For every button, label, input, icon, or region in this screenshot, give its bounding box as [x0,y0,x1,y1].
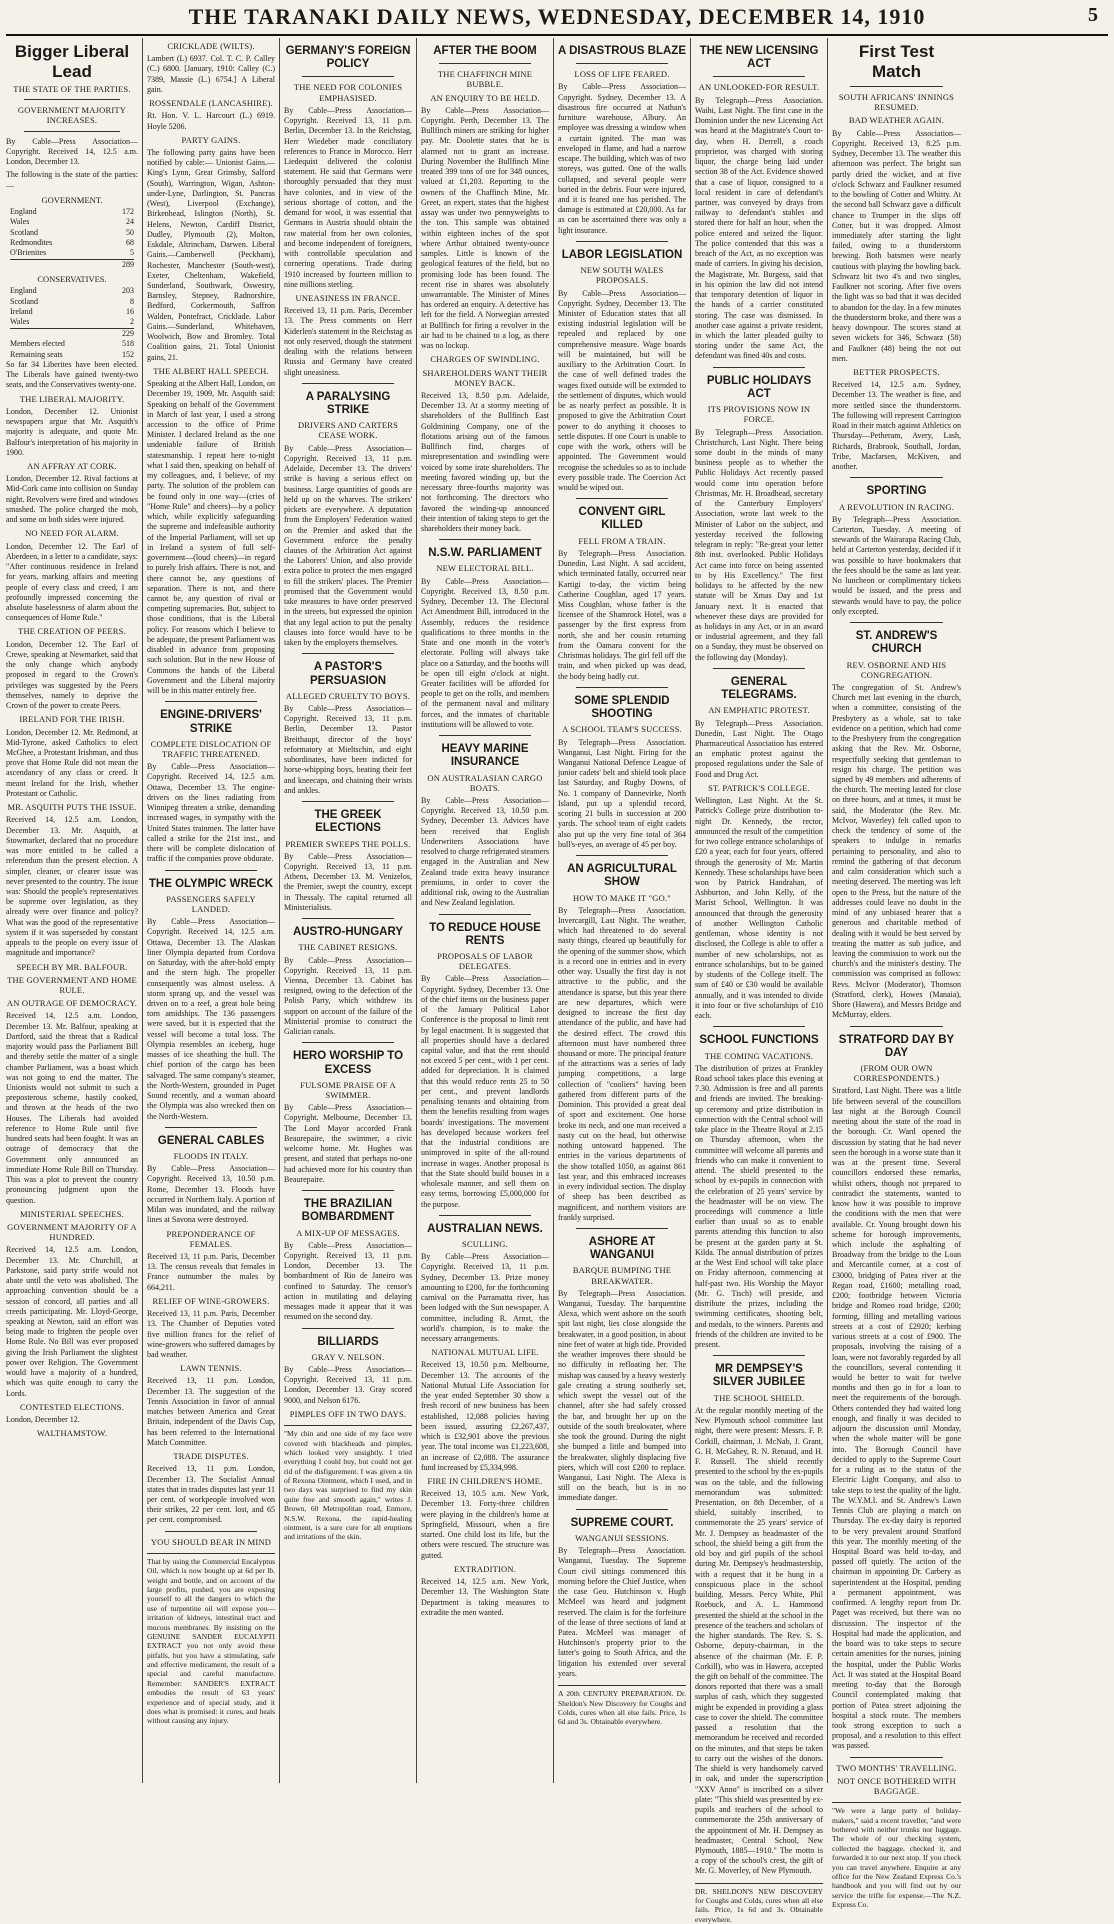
headline: ENGINE-DRIVERS' STRIKE [160,709,262,735]
divider [850,1026,943,1027]
paragraph: Received 13, 8.50 p.m. Adelaide, December 13. At a stormy meeting of shareholders of the Bullfinch East Goldmining Company, one of the flotations arising out of the famous Bullfinch find, charges of misrepresentation and swindling were voiced by some irate shareholders. The meeting favored winding up, but the necessary three-fourths majority was not forthcoming. The directors who favored the winding-up announced their intention of taking steps to get the shareholders their money back. [421,390,549,534]
divider [165,701,257,702]
divider [576,498,668,499]
headline: ASHORE AT WANGANUI [588,1235,656,1262]
subhead: GOVERNMENT MAJORITY OF A HUNDRED. [7,1222,137,1243]
paragraph: Received 14, 12.5 a.m. London, December 13. Mr. Asquith, at Stowmarket, declared that no procedure was more entitled to be called a referendum than the present election. A simpler, cleaner, or clearer issue was never presented to the country. The issue was: Should the people's representatives be supreme over legislation, as they already were over finance and policy? What was the good of the representative system if it was superseded by constant appeals to the people on every issue of magnitude and importance? [6,815,138,958]
paragraph: By Cable—Press Association—Copyright. Melbourne, December 13. The Lord Mayor accorded Frank Beaurepaire, the swimmer, a civic welcome home. Mr. Hughes was present, and stated that perhaps no-one had achieved more for his country than Beaurepaire. [284,1103,412,1184]
paragraph: Stratford, Last Night. There was a little life between several of the councillors last night at the Borough Council meeting about the state of the road in the borough. Cr. Ward opened the discussion by stating that he had never seen the borough in a worse state than it was at the present time. Several councillors endorsed these remarks, whilst others, though not prepared to contradict the statements, wanted to know how it was possible to improve the conditions with the men that were available. Cr. Young brought down his scheme for borough improvements, which include the asphalting of Broadway from the bridge to the Loan and Mercantile corner, at a cost of £3000, bridging of Patea river at the Regan road, £1600; metalling road, £200; footbridge between Victoria bridge and Romeo road bridge, £200; forming, filling and metalling various streets at a cost of £2920; kerbing various streets at a cost of £900. The proposals, involving the raising of a loan, were not favorably regarded by all the councillors, several contending it would be better to wait for twelve months and then go in for a loan to meet the requirements of the borough. Others contended they had waited long enough, and finally it was decided to adjourn the discussion until Monday, when the whole matter will be gone into. The Borough Council have decided to apply to the Supreme Court for a ruling as to the status of the Electric Light Company, and also to take steps to test the quality of the light. The W.Y.M.I. and St. Andrew's Lawn Tennis Club are playing a match on Thursday. The ex-day dairy is reported to be very prevalent around Stratford this year. The monthly meeting of the Hospital Board was held to-day, and passed off quietly. The action of the chairman in appointing Dr. Carbery as superintendent at the Hospital, pending a permanent appointment, was confirmed. A lengthy report from Dr. Paget was received, but there was no discussion. The inspector of the Hospital had made the application, and the board was to take steps to secure certain amenities for the nurses, joining the hospital, under the Public Works Act. It was stated at the Hospital Board meeting to-day that the Borough Council contemplated making that portion of Patea street adjoining the hospital a stock route. The members took strong exception to such a proposal, and a resolution to this effect was passed. [832,1086,961,1751]
column-7 [828,38,965,1909]
subhead: GRAY V. NELSON. [311,1351,385,1362]
subhead: AN AFFRAY AT CORK. [27,461,117,472]
headline: AN AGRICULTURAL SHOW [567,863,677,889]
paragraph: Wellington, Last Night. At the St. Patrick's College prize distribution to-night Dr. Kennedy, the rector, announced the result of the competition for two college entrance scholarships of £20 a year, each for four years, offered through the generosity of Mr. Martin Kennedy. These scholarships have been won by Patrick Handrahan, of Ashburton, and John Kelly, of the Marist School, Wellington. It was announced that through the generosity of another Wellington Catholic gentleman, whose identity is not disclosed, the College is able to offer a number of new scholarships, not as entrance scholarships, but to be gained by students of the College itself. The sum of £40 or £30 would be available annually, and it was intended to divide it into four or five scholarships of £10 each. [695,796,823,1021]
subhead: AN UNLOOKED-FOR RESULT. [698,82,820,93]
paragraph: By Telegraph—Press Association. Invercargill, Last Night. The weather, which had threatened to do several nasty things, cleared up beautifully for the opening of the summer show, which is a record one in entries and in every other way. Usually the first day is not attractive to the public, and the attendance is sparse, but this year there are new departures, which were designed to increase the first day attendance of the public, and have had the desired effect. The crowd this afternoon must have numbered three thousand or more. The principal feature of the attractions was a series of lady jumping competitions, a large collection of "cooliers" having been gathered from different parts of the Dominion. This provided a great deal of sport and excitement. One horse broke its neck, and one man received a nasty cut on the head, but otherwise nothing untoward happened. The entries in the various departments of the show totalled 1050, as against 861 last year, and this embraced increases in every individual section. The display of sheep has been described as magnificent, and northern visitors are frankly surprised. [558,905,686,1222]
tally-row: Ireland 16 [10,307,134,317]
column-5 [554,38,691,1783]
subhead: PREMIER SWEEPS THE POLLS. [285,838,411,849]
headline: ST. ANDREW'S CHURCH [855,630,938,656]
paragraph: By Cable—Press Association—Copyright. Received 14, 12.5 a.m. Ottawa, December 13. The engine-drivers on the lines radiating from Winnipeg threaten a strike, demanding increased wages, in sympathy with the United States trainmen. The latter have called a strike for the 21st inst., and there will be complete dislocation of traffic if the companies prove obdurate. [147,762,275,864]
subhead: THE CABINET RESIGNS. [298,942,398,953]
headline: THE OLYMPIC WRECK [148,877,274,890]
paragraph: By Cable—Press Association—Copyright. Received 13, 8.25 p.m. Sydney, December 13. The weather this afternoon was perfect. The bright sun partly dried the wicket, and at five o'clock Schwarz and Faulkner resumed to the bowling of Cotter and Whitty. At the second ball Schwarz gave a difficult chance to Trumper in the slips off Cotter, but it was dropped. Almost immediately after starting the light failed, owing to a thunderstorm brewing. Both batsmen were nearly cautious with playing the bowling back. Schwarz hit two 4's and two singles, Faulkner not scoring. After five overs the light was so bad that it was decided to abandon for the day. In a few minutes the thunderstorm broke, and there was a heavy downpour. The scores stand at seven wickets for 346, Schwarz (58) and Faulkner (48) being the not out men. [832,128,961,363]
subhead: GOVERNMENT MAJORITY INCREASES. [17,105,127,126]
subhead: SOUTH AFRICANS' INNINGS RESUMED. [838,92,955,113]
divider [576,1228,668,1229]
headline: A DISASTROUS BLAZE [558,45,686,57]
paragraph: Received 13, 11 p.m. London, December 13. The Socialist Annual states that in trades disputes last year 11 per cent. of workpeople involved won their strikes, 22 per cent. lost, and 65 per cent. compromised. [147,1464,275,1525]
paragraph: The distribution of prizes at Frankley Road school takes place this evening at 7.30. Admission is free and all parents and friends are invited. The breaking-up ceremony and prize distribution in connection with the Central school will take place in the Theatre Royal at 2.15 on Thursday afternoon, when the committee will welcome all parents and friends who can make it convenient to attend. The shield presented to the school by ex-pupils in connection with the celebration of 25 years' service by the headmaster will be on view. The proceedings will commence a little earlier than usual so as to enable parents attending this function to also be present at the garden party at St. Kilda. The annual distribution of prizes at the West End school will take place on Friday afternoon, commencing at half-past two. His Worship the Mayor (Mr. G. Tisch) will preside, and distribute the prizes, including the swimming certificates, shooting belt, and medals, to the winners. Parents and friends of the children are invited to be present. [695,1063,823,1350]
subhead: SPEECH BY MR. BALFOUR. [16,961,128,972]
subhead: A MIX-UP OF MESSAGES. [296,1227,400,1238]
subhead: BETTER PROSPECTS. [853,367,940,378]
subhead: ST. PATRICK'S COLLEGE. [708,782,810,793]
subhead: NO NEED FOR ALARM. [25,528,119,539]
tally-row: Members elected 518 [10,339,134,349]
subhead: ITS PROVISIONS NOW IN FORCE. [707,404,811,425]
newspaper-title: THE TARANAKI DAILY NEWS, WEDNESDAY, DECEMBER 14, 1910 [188,4,926,29]
headline: BILLIARDS [317,1335,379,1348]
divider [439,539,531,540]
column-2 [143,38,280,1783]
divider [850,1757,943,1758]
paragraph: By Cable—Press Association—Copyright. Received 13, 11 p.m. Adelaide, December 13. The drivers' strike is having a serious effect on business. Large quantities of goods are held up on the wharves. The strikers' pickets are everywhere. A deputation from the Employers' Federation waited on the Premier and asked that the Government enforce the penalty clauses of the Arbitration Act against the Laborers' Union, and also provide extra police to protect the men engaged to fill the strikers' places. The Premier promised that the Government would take measures to have order preserved in the streets, but expressed the opinion that any legal action to put the penalty clauses into force would have to be taken by the employers themselves. [284,443,412,648]
paragraph: By Telegraph—Press Association. Dunedin, Last Night. The Otago Pharmaceutical Association has entered an emphatic protest against the proposed regulations under the Sale of Food and Drug Act. [695,718,823,779]
headline: AUSTRALIAN NEWS. [427,1222,543,1235]
divider [576,855,668,856]
divider [302,1190,394,1191]
subhead: ALLEGED CRUELTY TO BOYS. [285,690,411,701]
paragraph: The following is the state of the parties:— [6,170,138,190]
tally-total: 229 [10,328,134,339]
tally-row: Scotland 50 [10,227,134,237]
subhead: AN ENQUIRY TO BE HELD. [430,92,540,103]
paragraph: By Telegraph—Press Association. Waihi, Last Night. The first case in the Dominion under the new Licensing Act was heard at the Magistrate's Court to-day, when H. Derrell, a coach proprietor, was charged with storing liquor, the charge being laid under section 38 of the Act. Evidence showed that a case of liquor, consigned to a local resident in care of defendant's partner, was conveyed by drays from railway to defendant's stables and stored there for half an hour, when the police entered and seized the liquor. The police contended that this was a breach of the Act, as no exception was made of carriers. In giving his decision, the Magistrate, Mr. Burgess, said that in his opinion the law did not intend that temporary detention of liquor in the hands of a carrier constituted storing. The case was dismissed. In another case against a private resident, in which the latter pleaded guilty to storing under the same Act, the defendant was fined 40s and costs. [695,95,823,361]
subhead: A SCHOOL TEAM'S SUCCESS. [562,724,682,735]
subhead: SCULLING. [462,1238,508,1249]
advertisement-heading: TWO MONTHS' TRAVELLING. [836,1762,957,1773]
subhead: THE SCHOOL SHIELD. [713,1392,805,1403]
paragraph: By Cable—Press Association—Copyright. Received 13, 11 p.m. London, December 13. The bombardment of Rio de Janeiro was confined to Saturday. The censor's action in mutilating and delaying messages made it appear that it was resumed on the second day. [284,1240,412,1322]
divider [302,653,394,654]
headline: A PARALYSING STRIKE [305,390,391,417]
paragraph: Received 13, 11 p.m. Paris, December 13. The Chamber of Deputies voted five million francs for the relief of wine-growers who suffered damages by bad weather. [147,1309,275,1360]
headline: PUBLIC HOLIDAYS ACT [706,374,812,400]
paragraph: At the regular monthly meeting of the New Plymouth school committee last night, there were present: Messrs. F. P. Corkill, chairman, J. McNab, J. Grant, G. H. McGahey, R. N. Renaud, and H. F. Russell. The shield recently presented to the school by the ex-pupils was on the table, and the following memorandum was submitted: Presentation, on 8th December, of a shield, suitably inscribed, to commemorate the 25 years' service of Mr. J. Dempsey as headmaster of the school, the shield being a gift from the old boy and girl pupils of the school during Mr. Dempsey's headmastership, with a request that it be hung in a conspicuous place in the school building. Messrs. Percy White, Phil Roebuck, and A. L. Hammond presented the shield at the school in the presence of the teachers and scholars of the higher standards. The Rev. S. S. Osborne, deputy-chairman, in the absence of the chairman (Mr. F. P. Corkill), who was in Hawera, accepted the gift on behalf of the committee. The donors reported that there was a small surplus of cash, which they suggested might be expended in providing a glass case to cover the shield. The committee passed a resolution that the memorandum be received and recorded on the minutes, and that steps be taken to carry out the wishes of the donors. The shield is very handsomely carved in oak, and under the superscription "XXV Anno" is inscribed on a silver plate: "This shield was presented by ex-pupils and teachers of the school to commemorate the 25th anniversary of the appointment of Mr. H. Dempsey as headmaster, Central School, New Plymouth, 1885—1910." The motto is a copy of the school's crest, the gift of Mr. G. Moverley, of New Plymouth. [695,1405,823,1876]
subhead: AN OUTRAGE OF DEMOCRACY. [6,998,138,1009]
tally-total: 289 [10,259,134,270]
headline: GERMANY'S FOREIGN POLICY [285,45,411,71]
subhead: PARTY GAINS. [181,134,241,145]
divider [439,914,531,915]
headline: MR DEMPSEY'S SILVER JUBILEE [712,1363,806,1389]
divider [302,383,394,384]
subhead: THE ALBERT HALL SPEECH. [153,365,269,376]
tally-row: Remaining seats 152 [10,349,134,359]
headline: HEAVY MARINE INSURANCE [441,743,529,769]
divider [850,622,943,623]
headline: CONVENT GIRL KILLED [578,506,666,532]
paragraph: By Cable—Press Association—Copyright. Received 13, 8.50 p.m. Sydney, December 13. The Electoral Act Amendment Bill, introduced in the Assembly, reduces the residence qualifications to three months in the State and one month in the voter's electorate. Polling will always take place on a Saturday, and the booths will be open till eight o'clock at night. Greater facilities will be afforded for people to get on the rolls, and members of the permanent naval and military forces, and the inmates of charitable institutions will be allowed to vote. [421,576,549,729]
subhead: FLOODS IN ITALY. [173,1151,249,1161]
subhead: THE NEED FOR COLONIES EMPHASISED. [293,82,403,103]
subhead: WANGANUI SESSIONS. [575,1532,669,1543]
paragraph: By Cable—Press Association—Copyright. Sydney, December 13. The Minister of Education states that all existing industrial legislation will be repealed and replaced by one comprehensive measure. Wage boards will be maintained, but will be auxiliary to the Arbitration Court. In the case of well defined trades the wages fixed outside will be extended to the settlement of disputes, which would be as nearly perfect as possible. It is proposed to give the Arbitration Court power to do anything it chooses to settle disputes. If one Court is unable to cope with the work, others will be appointed. The Government would recognise the schedules so as to include every possible trade. The Coercion Act would be wiped out. [558,288,686,492]
headline: GENERAL TELEGRAMS. [721,675,797,702]
divider [439,735,531,736]
headline: SUPREME COURT. [570,1516,674,1529]
divider [850,477,943,478]
paragraph: By Cable—Press Association—Copyright. Received 13, 11 p.m. Vienna, December 13. Cabinet has resigned, owing to the defection of the Polish Party, which withdrew its support on account of the failure of the Ministerial promise to construct the Galician canals. [284,955,412,1037]
tally-group-label: GOVERNMENT. [41,194,103,205]
subhead: FIRE IN CHILDREN'S HOME. [427,1476,543,1487]
subhead: CONTESTED ELECTIONS. [19,1401,125,1412]
divider [24,131,120,132]
advertisement: DR. SHELDON'S NEW DISCOVERY for Coughs and Colds, cures when all else fails. Price, 1s 6d and 3s. Obtainable everywhere. [695,1883,823,1924]
subhead: PREPONDERANCE OF FEMALES. [166,1228,256,1249]
page-number: 5 [1088,4,1098,26]
advertisement-heading: PIMPLES OFF IN TWO DAYS. [289,1408,407,1419]
paragraph: By Telegraph—Press Association. Wanganui, Tuesday. The Supreme Court civil sittings commenced this morning before the Chief Justice, when the case Geo. Hutchinson v. Hugh McMeel was heard and judgment reserved. The claim is for the forfeiture of the lease of three sections of land at Patea. McMeel was manager of Hutchinson's property prior to the latter's going to South Africa, and the litigation his extended over several years. [558,1546,686,1678]
subhead: REV. OSBORNE AND HIS CONGREGATION. [846,659,947,680]
paragraph: Received 14, 12.5 a.m. London, December 13. Mr. Balfour, speaking at Dartford, said the threat that a Radical majority would pass the Parliament Bill and thereby settle the matter of a single chamber Parliament, was a boast which was not going to end the matter. The Unionists would not submit to such a preposterous scheme, hastily cooked, and thrown at the heads of the two Houses. The Liberals had avoided reference to Home Rule until five hundred seats had been fought. It was an outrage of democracy that the Government only announced an immediate Home Rule Bill on Thursday. This was a plot to prevent the country pronouncing judgment upon the question. [6,1011,138,1205]
divider [302,1328,394,1329]
tally-row: Wales 2 [10,317,134,327]
divider [302,76,394,77]
headline: GENERAL CABLES [157,1134,265,1147]
paragraph: By Cable—Press Association—Copyright. Received 13, 11 p.m. Athens, December 13. M. Venizelos, the Premier, swept the country, except in Thessaly. The capital returned all Ministerialists. [284,851,412,912]
subhead: LOSS OF LIFE FEARED. [574,69,670,80]
subhead: FULSOME PRAISE OF A SWIMMER. [300,1079,396,1101]
headline-first-test-match: First Test Match [858,42,935,81]
divider [713,1026,805,1027]
divider [576,241,668,242]
divider [713,367,805,368]
subhead: CHARGES OF SWINDLING. [430,354,540,365]
headline: STRATFORD DAY BY DAY [838,1033,955,1059]
column-6 [691,38,828,1924]
subhead: NATIONAL MUTUAL LIFE. [431,1347,539,1358]
tally-group-label: CONSERVATIVES. [37,274,107,285]
headline: SOME SPLENDID SHOOTING [574,694,670,721]
paragraph: By Cable—Press Association—Copyright. Sydney, December 13. One of the chief items on the business paper of the January Political Labor Conference is the proposal to limit rent by legal enactment. It is suggested that all properties should have a declared capital value, and that the rent should not exceed 5 per cent., with 1 per cent. added for depreciation. It is claimed that this would reduce rents 25 to 50 per cent., and prevent landlords penalising tenants and obtaining from them the benefits resulting from wages boards' investigations. The movement has developed because workers feel that the industrial conditions are unimproved in spite of the all-round increase in wages. Another proposal is that the State should build houses in a wholesale manner, and sell them on easy terms, borrowing £5,000,000 for the purpose. [421,974,549,1209]
subhead: IRELAND FOR THE IRISH. [19,714,125,725]
column-4 [417,38,554,1783]
subhead: BARQUE BUMPING THE BREAKWATER. [572,1265,672,1286]
dateline: By Cable—Press Association—Copyright. Received 14, 12.5 a.m. London, December 13. [6,136,138,167]
advertisement: A 20th CENTURY PREPARATION. Dr. Sheldon's New Discovery for Coughs and Colds, cures when all else fails. Price, 1s 6d and 3s. Obtainable everywhere. [558,1685,686,1727]
column-1 [6,38,143,1783]
paragraph: By Telegraph—Press Association. Carterton, Tuesday. A meeting of stewards of the Wairarapa Racing Club, held at Carterton yesterday, decided if it was possible to have bookmakers that the fees should be the same as last year. No luncheon or complimentary tickets would be issued, and the press and stewards would have to pay, the police only excepted. [832,514,961,616]
subhead: THE GOVERNMENT AND HOME RULE. [7,974,137,995]
subhead: UNEASINESS IN FRANCE. [295,293,401,304]
subhead: ON AUSTRALASIAN CARGO BOATS. [427,772,543,793]
columns [6,38,1108,1924]
paragraph: Received 13, 10.5 a.m. New York, December 13. Forty-three children were playing in the children's home at Springfield, Missouri, when a fire started. One child lost its life, but the others were rescued. The structure was gutted. [421,1489,549,1560]
divider [165,870,257,871]
subhead: THE STATE OF THE PARTIES. [13,84,131,95]
paragraph: Received 14, 12.5 a.m. Sydney, December 13. The weather is fine, and more settled since the thunderstorm. The following will represent Carrington Road in their match against Athletics on Thursday—Petheram, Avery, Lash, Richards, Brabrook, Southall, Jordan, Tribe, Macfarsen, McKiven, and another. [832,380,961,472]
paragraph: Received 13, 10.50 p.m. Melbourne, December 13. The accounts of the National Mutual Life Association for the year ended September 30 show a fresh record of new business has been established, 12,088 policies having been issued, assuring £2,267,437, which is £32,901 above the previous year. The total income was £1,223,608, an increase of £2,088. The assurance fund increased by £5,334,998. [421,1360,549,1472]
party-tally [10,195,134,360]
headline: AFTER THE BOOM [433,45,537,57]
paragraph: The congregation of St. Andrew's Church met last evening in the church, when a committee, consisting of the Presbytery as a whole, sat to take evidence on a petition, which had come to the Presbytery from the congregation asking that the Rev. Mr. Osborne, respectfully seeking that gentleman to resign his charge. The petition was signed by 49 members and adherents of the church. The meeting lasted for close on three hours, and at times, it must be said, the Moderator (the Rev. Mr. McIvor, Waverley) felt called upon to check the tendency of some of the speakers to indulge in remarks pertaining to personality, and also to remind the gathering of that decorum and calm consideration which such a meeting deserved. The meeting was left open to the Press, but the nature of the addresses could leave no doubt in the mind of any unbiased hearer that a generous and charitable method of dealing with it would be best served by treating the matter as sub judice, and leaving the commission to work out the church's and the minister's destiny. The commission was comprised as follows: Revs. McIvor (Moderator), Thomson (Stratford, clerk), Howes (Manaia), Shore (Hawera), and Messrs Bridge and McMurray, elders. [832,682,961,1020]
subhead: THE LIBERAL MAJORITY. [19,393,125,404]
paragraph: So far 34 Liberites have been elected. The Liberals have gained twenty-two seats, and the Conservatives twenty-one. [6,360,138,390]
divider [576,1509,668,1510]
divider [576,687,668,688]
paragraph: The following party gains have been notified by cable:— Unionist Gains.—King's Lynn, Great Grimsby, Salford (South), Warrington, Wigan, Ashton-under-Lyne, Darlington, St. Pancras (West), Liverpool (Exchange), Birkenhead, Islington (North), St. Helens, Newton, Cardiff District, Dudley, Plymouth (2), Molton, Eskdale, Altrincham, Darwen. Liberal Gains.—Camberwell (Peckham), Rochester, Manchester (South-west), Exeter, Cheltenham, Wakefield, Sunderland, Southwark, Oswestry, Barnsley, Stepney, Radnorshire, Bedford, Corkermouth, Saffron Walden, Pontefract, Cricklade. Labor Gains.—Sunderland, Whitehaven, Woolwich, Bow and Bromley. Total Coalition gains, 21. Total Unionist gains, 21. [147,147,275,362]
divider [302,801,394,802]
paragraph: London, December 12. [6,1415,80,1425]
subhead: MINISTERIAL SPEECHES. [19,1208,124,1219]
subhead: HOW TO MAKE IT "GO." [573,892,671,903]
divider [576,63,668,64]
advertisement: "We were a large party of holiday-makers," said a recent traveller, "and were bothered with neither trunks nor luggage. The whole of our checking system, collected the baggage, checked it, and forwarded it to our next stop. If you check you can travel anywhere. Enquire at any office for the New Zealand Express Co.'s handbook and you will find out by our service the trifle for expense.—The N.Z. Express Co. [832,1802,961,1909]
subhead: NEW ELECTORAL BILL. [436,563,534,574]
paragraph: London, December 12. Rival factions at Mid-Cork came into collision on Sunday night. Revolvers were fired and windows smashed. The police charged the mob, and some on both sides were injured. [6,474,138,525]
paragraph: By Telegraph—Press Association. Christchurch, Last Night. There being some doubt in the minds of many business people as to whether the Public Holidays Act recently passed would come into operation before Christmas, Mr. H. Broadhead, secretary of the Canterbury Employers' Association, wrote last week to the Minister of Labor on the subject, and yesterday received the following telegram in reply: "Re-great your letter 8th inst. overlooked. Public Holidays Act came into force on being assented to by His Excellency." The first holidays to be affected by the new statute will be Xmas Day and 1st January next. It is enacted that whenever these days are provided for as holidays in any Act, or in an award or industrial agreement, and they fall on a Sunday, they must be observed on the following day (Monday). [695,427,823,662]
paragraph: Received 13, 11 p.m. Paris, December 13. The Press comments on Herr Kiderlen's statement in the Reichstag as not only reserved, though the statement dealing with the relations between Russia and Germany have created slight uneasiness. [284,306,412,377]
advertisement-heading: YOU SHOULD BEAR IN MIND [150,1536,272,1547]
paragraph: Received 14, 12.5 a.m. London, December 13. Mr. Churchill, at Parkstone, said party strife would not abate until the veto was abolished. The approaching convention should be a session of concord, all parties and all creeds participating. Mr. Lloyd-George, speaking at Newton, said an effort was being made to frighten the people over Home Rule. No Bill was ever proposed giving the Irish Parliament the slightest power over Religion. The Government would have a majority of a hundred, which was quite enough to carry the Lords. [6,1245,138,1398]
tally-row: England 203 [10,286,134,296]
divider [24,99,120,100]
paragraph: By Telegraph—Press Association. Wanganui, Last Night. Firing for the Wanganui National Defence League of junior cadets' belt and shield took place last Saturday, and Rugby Downs, of No. 1 company of Dannevirke, North Island, put up a splendid record, scoring 21 bulls in succession at 200 yards. The school team of eight cadets also put up the very fine total of 364 bull's-eyes, an average of 45 per boy. [558,737,686,849]
tally-row: England 172 [10,206,134,216]
subhead: TRADE DISPUTES. [173,1451,249,1462]
paragraph: Rt. Hon. V. L. Harcourt (L.) 6919. Hoyle 5206. [147,111,275,131]
divider [439,1215,531,1216]
subhead: THE CHAFFINCH MINE BUBBLE. [437,69,533,90]
subhead: RELIEF OF WINE-GROWERS. [152,1295,270,1306]
paragraph: Received 13, 11 p.m. London, December 13. The suggestion of the Tennis Association in favor of annual matches between America and Great Britain, independent of the Davis Cup, has been referred to the International Match Committee. [147,1376,275,1447]
subhead: MR. ASQUITH PUTS THE ISSUE. [7,802,137,813]
subhead: LAWN TENNIS. [180,1363,242,1374]
paragraph: Received 13, 11 p.m. Paris, December 13. The census reveals that females in France outnumber the males by 664,211. [147,1251,275,1292]
headline: SCHOOL FUNCTIONS [699,1034,819,1047]
headline: SPORTING [866,485,927,498]
subhead: FELL FROM A TRAIN. [578,535,666,546]
divider [165,1531,257,1532]
masthead [6,0,1108,36]
subhead: (FROM OUR OWN CORRESPONDENTS.) [853,1063,940,1084]
paragraph: Speaking at the Albert Hall, London, on December 19, 1909, Mr. Asquith said: Speaking on behalf of the Government in March of last year, I used a strong accession to the office of Prime Minister. I declared Ireland as the one undeniable failure of British statesmanship. I repeat here to-night what I said then, speaking on behalf of my colleagues, and, I believe, of my party. The solution of the problem can be found only in one way—(cries of "Home Rule" and cheers)—by a policy which, while explicitly safeguarding the supreme and indefeasible authority of the Imperial Parliament, will set up in Ireland a system of full self-government—(loud cheers)—in regard to purely Irish affairs. There is not, and there cannot be, any questions of separation. There is not, and there cannot be, any question of rival or competing supremacies. But, subject to those conditions, that is the Liberal policy. For reasons which I believe to be adequate, the present Parliament was disabled in advance from proposing such solution. But in the new House of Commons the hands of the Liberal Government and the Liberal majority will be in this matter entirely free. [147,379,275,696]
headline: HERO WORSHIP TO EXCESS [292,1050,404,1076]
divider [165,1127,257,1128]
advertisement: That by using the Commercial Eucalyptus Oil, which is now bought up at 6d per lb. weight and bottle, and on account of the large profits, pushed, you are exposing yourself to all the dangers to which the use of turpentine oil will expose you—irritation of kidneys, intestinal tract and mucous membranes. By insisting on the GENUINE SANDER EUCALYPTI EXTRACT you not only avoid these pitfalls, but you have a stimulating, safe and effective medicament, the result of a special and careful manufacture. Remember: SANDER'S EXTRACT embodies the result of 63 years' experience and of special study, and it does what is promised: it cures, and heals without causing any injury. [147,1553,275,1726]
headline: THE NEW LICENSING ACT [699,45,819,71]
divider [439,63,531,64]
subhead: COMPLETE DISLOCATION OF TRAFFIC THREATENED. [150,738,272,759]
subhead: AN EMPHATIC PROTEST. [708,705,810,716]
paragraph: London, December 12. The Earl of Aberdeen, in a letter to a candidate, says: "After continuous residence in Ireland for years, marking affairs and meeting people of every class and creed, I am profoundly impressed concerning the absolute baselessness of alarm about the consequences of Home Rule." [6,541,138,623]
subhead: DRIVERS AND CARTERS CEASE WORK. [297,420,399,441]
subhead: SHAREHOLDERS WANT THEIR MONEY BACK. [422,367,548,388]
paragraph: By Cable—Press Association—Copyright. Received 13, 11 p.m. Berlin, December 13. Pastor Breithaupt, director of the boys' reformatory at Mieltschin, and eight subordinates, have been indicted for horse-whipping boys, beating their feet and kneecaps, and chaining their wrists and ankles. [284,703,412,795]
tally-row: Scotland 8 [10,296,134,306]
subhead: NEW SOUTH WALES PROPOSALS. [580,265,664,286]
subhead: PASSENGERS SAFELY LANDED. [166,893,256,914]
divider [302,1042,394,1043]
headline-bigger-liberal-lead: Bigger Liberal Lead [14,42,130,81]
paragraph: By Cable—Press Association—Copyright. Perth, December 13. The Bullfinch miners are striking for higher pay. Mr. Doolette states that he is alarmed not to grant an increase. During November the Bullfinch Mine treated 399 tons of ore for 348 ounces, valued at £1,203. Reporting to the owners of the Chaffinch Mine, Mr. Greet, an expert, states that the highest assay was under two pennyweights to the ton. This sample was obtained within eighteen inches of the spot where Arthur obtained twenty-ounce samples. Little is known of the geological features of the field, but no promising lode has been found. The recent rise in shares was absolutely unwarrantable. The Minister of Mines has ordered an enquiry. A detective has left for the field. A Norwegian arrested at Bullfinch for firing a revolver in the air had to be chained to a log, as there was no lockup. [421,105,549,351]
headline: A PASTOR'S PERSUASION [309,661,387,687]
headline: N.S.W. PARLIAMENT [428,547,542,560]
subhead: THE CREATION OF PEERS. [18,626,126,637]
divider [850,86,943,87]
divider [713,76,805,77]
paragraph: By Telegraph—Press Association. Dunedin, Last Night. A sad accident, which terminated fatally, occurred near Kartigi to-day, the victim being Catherine Coughlan, aged 17 years. Miss Coughlan, whose father is the licensee of the Shamrock Hotel, was a passenger by the first express from north, she and her cousin returning from the Oamaru convent for the Christmas holidays. The girl fell off the train, and when picked up was dead, the body being badly cut. [558,548,686,681]
tally-row: O'Brienites 5 [10,248,134,258]
subhead: BAD WEATHER AGAIN. [848,115,945,126]
paragraph: By Cable—Press Association—Copyright. Received 14, 12.5 a.m. Ottawa, December 13. The Alaskan liner Olympia departed from Cordova on Saturday, with the after-hold empty and the stern high. The propeller consequently was almost useless. A storm sprang up, and the vessel was driven on to a reef, a great hole being torn amidships. The 136 passengers were saved, but it is expected that the vessel will become a total loss. The Olympia resembles an iceberg, huge masses of ice sheathing the hull. The chief portion of the cargo has been salvaged. The same company's steamer, the North-Western, grounded in Puget Sound recently, and a woman aboard the Olympia was also wrecked then on the North-Western. [147,917,275,1121]
subhead: A REVOLUTION IN RACING. [838,501,955,512]
headline: LABOR LEGISLATION [561,248,683,261]
paragraph: By Cable—Press Association—Copyright. Received 13, 10.50 p.m. Sydney, December 13. Advices have been received that English Underwriters Associations have resolved to charge refrigerated steamers engaged in the Australian and New Zealand trade extra heavy insurance premiums, in order to cover the additional risk, owing to the Australian and New Zealand legislation. [421,795,549,908]
subhead: CRICKLADE (WILTS). [167,41,255,51]
tally-row: Wales 24 [10,217,134,227]
advertisement: "My chin and one side of my face were covered with blackheads and pimples, which looked very unsightly. I tried everything I could buy, but could not get rid of the disfigurement. I was given a tin of Rexona Ointment, which I used, and in two days was surprised to find my skin quite free and smooth again," writes J. Brown, 60 Metropolitan road, Enmore, N.S.W. Rexona, the rapid-healing ointment, is a sure cure for all eruptions and irritations of the skin. [284,1425,412,1542]
headline: TO REDUCE HOUSE RENTS [429,921,541,947]
paragraph: By Cable—Press Association—Copyright. Sydney, December 13. A disastrous fire occurred at Nathan's furniture warehouse, Albury. An employee was dressing a window when a curtain ignited. The man was enveloped in flame, and had a narrow escape. The building, which was of two storeys, was gutted. One of the walls collapsed, and several people were buried in the debris. Four were injured, and it is feared one has perished. The damage is estimated at £20,000. As far as can be ascertained there was only a light insurance. [558,82,686,235]
subhead: EXTRADITION. [453,1563,517,1574]
headline: THE BRAZILIAN BOMBARDMENT [301,1198,395,1224]
headline: AUSTRO-HUNGARY [292,926,404,939]
subhead: ROSSENDALE (LANCASHIRE). [149,98,273,109]
subhead: PROPOSALS OF LABOR DELEGATES. [437,951,533,972]
advertisement-heading: NOT ONCE BOTHERED WITH BAGGAGE. [837,1775,956,1797]
paragraph: London, December 12. The Earl of Crewe, speaking at Newmarket, said that the only change which anybody proposed in regard to the Crown's privileges was suggested by the Peers themselves, namely to deprive the Crown of the power to create Peers. [6,639,138,711]
paragraph: By Cable—Press Association—Copyright. Received 13, 10.50 p.m. Rome, December 13. Floods have occurred in Northern Italy. A portion of Milan was inundated, and the railway lines at Savona were destroyed. [147,1164,275,1225]
paragraph: London, December 12. Mr. Redmond, at Mid-Tyrone, asked Catholics to elect McGhee, a Protestant Irishman, and thus prove that Home Rule did not mean the ascendancy of any class or creed. It meant Ireland for the Irish, whether Protestant or Catholic. [6,727,138,798]
divider [302,918,394,919]
paragraph: By Cable—Press Association—Copyright. Received 13, 11 p.m. London, December 13. Gray scored 9000, and Nelson 6176. [284,1365,412,1405]
divider [713,668,805,669]
tally-row: Redmondites 68 [10,238,134,248]
paragraph: London, December 12. Unionist newspapers argue that Mr. Asquith's majority is adequate, and quote Mr. Balfour's interpretation of his majority in 1900. [6,406,138,457]
paragraph: By Cable—Press Association—Copyright. Received 13, 11 p.m. Berlin, December 13. In the Reichstag, Herr Wiedeber made conciliatory references to France in Morocco. Herr Liedequist delivered the colonist statement. He said that Germans were thoroughly persuaded that they must have colonies, and in view of the serious shortage of cotton, and the demand for wool, it was essential that Germans in Austria should obtain the raw material from her own colonies, and become independent of foreigners, with controllable speculation and cornering operations. Trade during 1910 increased by fourteen million to nine millions sterling. [284,105,412,289]
paragraph: By Telegraph—Press Association. Wanganui, Tuesday. The barquentine Alexa, which went ashore on the south spit last night, lies close alongside the breakwater, in a good position, in about nine feet of water at high tide. Provided the weather improves there should be no difficulty in refloating her. The mishap was caused by a heavy westerly gale creating a strong southerly set, which swept the vessel out of the channel, after she had safely crossed the bar, and brought her up on the outside of the south breakwater, where she took the ground. During the night she bumped a little and bumped into the breakwater, slightly displacing five piers, which will cost £200 to replace. Wanganui, Last Night. The Alexa is still on the beach, but is in no immediate danger. [558,1288,686,1503]
column-3 [280,38,417,1783]
headline: THE GREEK ELECTIONS [314,809,382,835]
subhead: WALTHAMSTOW. [36,1428,108,1439]
divider [713,1355,805,1356]
subhead: THE COMING VACATIONS. [704,1050,814,1061]
paragraph: By Cable—Press Association—Copyright. Received 13, 11 p.m. Sydney, December 13. Prize money amounting to £200, for the forthcoming carnival on the Parramatta river, has been lodged with the Sun newspaper. A committee, including R. Arnst, the world's champion, is to make the necessary arrangements. [421,1252,549,1344]
paragraph: Received 14, 12.5 a.m. New York, December 13. The Washington State Department is taking measures to extradite the men wanted. [421,1577,549,1617]
paragraph: Lambert (L) 6937. Col. T. C. P. Calley (C.) 6800. [January, 1910: Calley (C.) 7389, Massie (L.) 6754.] A Liberal gain. [147,54,275,94]
